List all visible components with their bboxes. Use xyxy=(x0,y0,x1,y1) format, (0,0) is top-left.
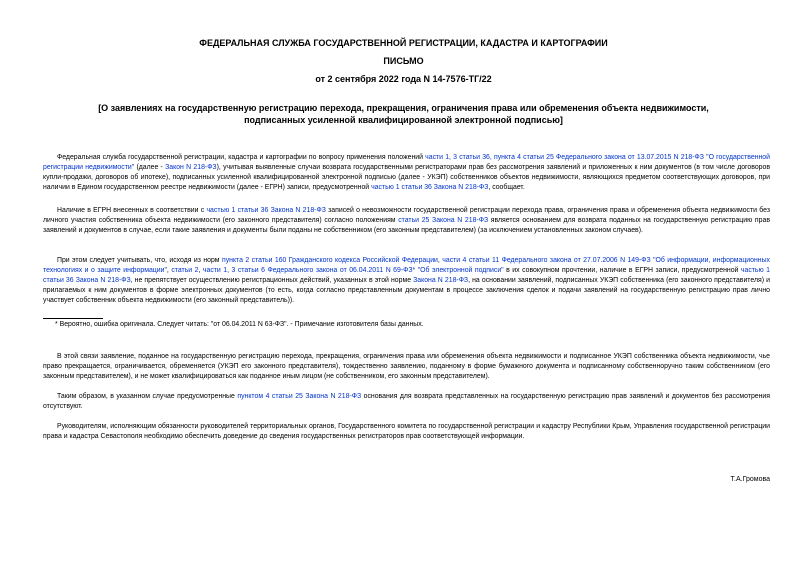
paragraph-3 xyxy=(43,256,770,306)
law-link[interactable]: пунктом 4 статьи 25 Закона N 218-ФЗ xyxy=(237,393,362,400)
text: записей о невозможности государственной регистрации перехода права, ограничения права и обременения объекта недвижимости без личного участия собственника объекта недвижимости (его законного представителя) согласно положениям xyxy=(43,207,770,224)
text: , не препятствует осуществлению регистрационных действий, указанных в этой норме xyxy=(130,277,414,284)
document-type: ПИСЬМО xyxy=(383,56,424,66)
text: , xyxy=(166,267,172,274)
subject-line-1: [О заявлениях на государственную регистрацию перехода, прекращения, ограничения права или обременения объекта недвижимости, xyxy=(98,103,709,113)
text: ), учитывая выявленные случаи возврата государственными регистраторами прав без рассмотрения заявлений и приложенных к ним документов (в том числе договоров купли-продажи, договоров об ипотеке), подписанных усиленной квалифицированной электронной подписью (далее - УКЭП) собственников объектов недвижимости, являющихся предметом соответствующих договоров, при наличии в Едином государственном реестре недвижимости (далее - ЕГРН) записи, предусмотренной xyxy=(43,164,770,191)
law-link[interactable]: частью 1 статьи 36 Закона N 218-ФЗ xyxy=(206,207,326,214)
text: Федеральная служба государственной регистрации, кадастра и картографии по вопросу применения положений xyxy=(57,154,426,161)
text: , xyxy=(198,267,203,274)
text: , xyxy=(437,257,443,264)
text: , на основании заявлений, подписанных УКЭП собственника (его законного представителя) и прилагаемых к ним документов в форме электронных документов (то есть, когда согласно представленным документам в процессе заключения сделок и подачи заявлений на государственную регистрацию прав лично участвует собственник объекта недвижимости (его законный представитель)). xyxy=(43,277,770,304)
text: , сообщает. xyxy=(488,184,525,191)
law-link[interactable]: частью 1 статьи 36 Закона N 218-ФЗ xyxy=(43,267,771,284)
footnote: * Вероятно, ошибка оригинала. Следует читать: "от 06.04.2011 N 63-ФЗ". - Примечание изготовителя базы данных. xyxy=(55,321,424,328)
law-link[interactable]: пункта 2 статьи 160 Гражданского кодекса Российской Федерации xyxy=(221,257,438,264)
law-link[interactable]: Закон N 218-ФЗ xyxy=(165,164,217,171)
law-link[interactable]: статьи 2 xyxy=(171,267,199,274)
signature: Т.А.Громова xyxy=(730,476,770,483)
law-link[interactable]: Закона N 218-ФЗ xyxy=(413,277,469,284)
paragraph-1 xyxy=(43,153,770,193)
paragraph-5 xyxy=(43,392,770,412)
text: При этом следует учитывать, что, исходя из норм xyxy=(57,257,222,264)
paragraph-4: В этой связи заявление, поданное на государственную регистрацию перехода, прекращения, ограничения права или обременения объекта недвижимости и подписанное УКЭП собственника объекта недвижимости, чье право прекращается, ограничивается, обременяется (УКЭП его законного представителя), тождественно заявлению, поданному в форме бумажного документа и подписанному собственноручно таким собственником (его законным представителем), и не может квалифицироваться как поданное иным лицом (не собственником, его законным представителем). xyxy=(43,353,770,380)
law-link[interactable]: части 4 статьи 11 Федерального закона от 27.07.2006 N 149-ФЗ "Об информации, информационных технологиях и о защите информации" xyxy=(43,257,770,274)
law-link[interactable]: части 1, 3 статьи 36, пункта 4 статьи 25 Федерального закона от 13.07.2015 N 218-ФЗ "О государственной регистрации недвижимости" xyxy=(43,154,770,171)
text: (далее - xyxy=(134,164,166,171)
document-date-number: от 2 сентября 2022 года N 14-7576-ТГ/22 xyxy=(315,74,492,84)
text: Наличие в ЕГРН внесенных в соответствии с xyxy=(57,207,207,214)
law-link[interactable]: части 1, 3 статьи 6 Федерального закона от 06.04.2011 N 69-ФЗ* "Об электронной подписи" xyxy=(202,267,504,274)
paragraph-2 xyxy=(43,206,770,236)
law-link[interactable]: частью 1 статьи 36 Закона N 218-ФЗ xyxy=(371,184,489,191)
text: в их совокупном прочтении, наличие в ЕГРН записи, предусмотренной xyxy=(503,267,741,274)
agency-title: ФЕДЕРАЛЬНАЯ СЛУЖБА ГОСУДАРСТВЕННОЙ РЕГИСТРАЦИИ, КАДАСТРА И КАРТОГРАФИИ xyxy=(199,38,608,48)
footnote-divider xyxy=(43,318,103,319)
text: является основанием для возврата поданных на государственную регистрацию прав заявлений и документов в случае, если такие заявления и документы были поданы не собственником (его законным представителем) (за исключением установленных законом случаев). xyxy=(43,217,770,234)
text: основания для возврата представленных на государственную регистрацию прав заявлений и документов без рассмотрения отсутствуют. xyxy=(43,393,771,410)
law-link[interactable]: статьи 25 Закона N 218-ФЗ xyxy=(398,217,489,224)
text: Таким образом, в указанном случае предусмотренные xyxy=(57,393,238,400)
paragraph-6: Руководителям, исполняющим обязанности руководителей территориальных органов, Государственного комитета по государственной регистрации и кадастру Республики Крым, Управления государственной регистрации права и кадастра Севастополя необходимо обеспечить доведение до сведения государственных регистраторов прав соответствующей информации. xyxy=(43,423,770,440)
subject-line-2: подписанных усиленной квалифицированной электронной подписью] xyxy=(244,115,563,125)
